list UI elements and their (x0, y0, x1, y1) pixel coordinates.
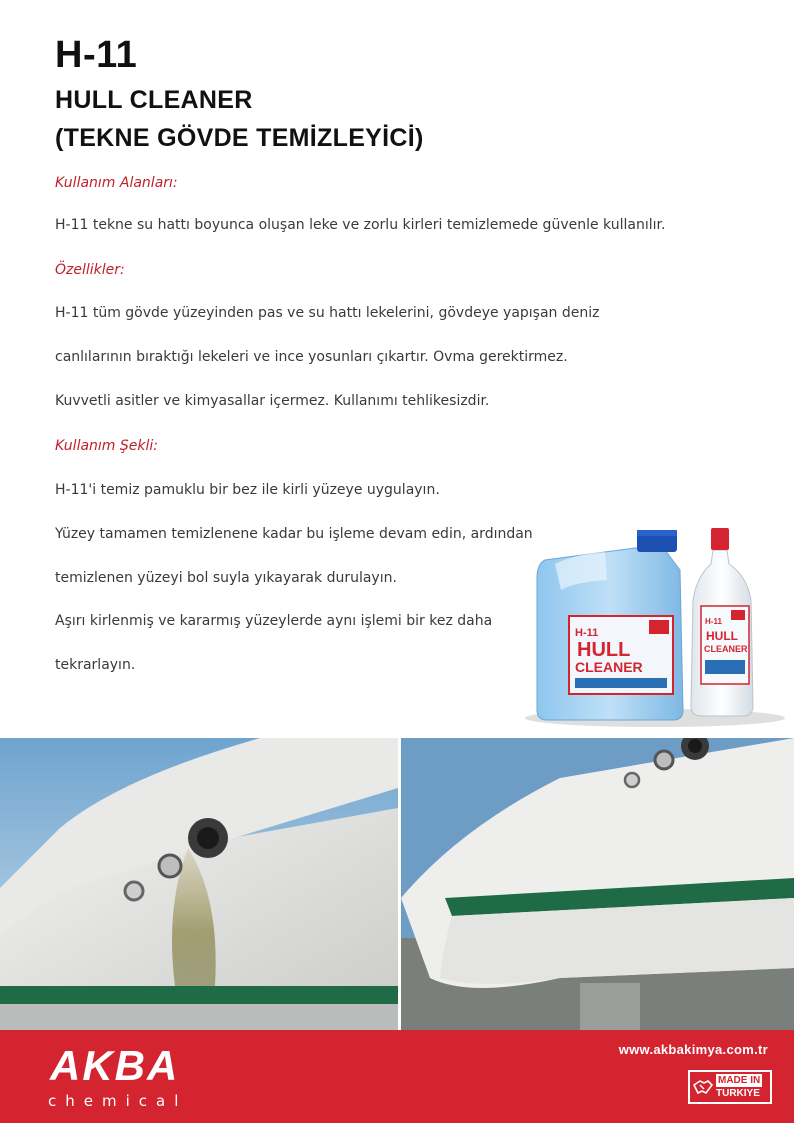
bottle-label-cleaner: CLEANER (704, 644, 748, 654)
features-line: Kuvvetli asitler ve kimyasallar içermez. Kullanımı tehlikesizdir. (55, 393, 490, 409)
jug-label-cleaner: CLEANER (575, 659, 643, 675)
usage-method-line: temizlenen yüzeyi bol suyla yıkayarak durulayın. (55, 570, 397, 586)
product-code-title: H-11 (55, 34, 138, 76)
usage-areas-heading: Kullanım Alanları: (55, 175, 178, 191)
usage-method-line: Yüzey tamamen temizlenene kadar bu işleme devam edin, ardından (55, 526, 533, 542)
before-after-photos (0, 738, 794, 1030)
product-bottles-image (515, 520, 785, 730)
before-photo (0, 738, 398, 1030)
handshake-icon (690, 1072, 716, 1102)
badge-line-2: TURKIYE (716, 1087, 762, 1100)
jug-container (537, 530, 683, 720)
website-link[interactable]: www.akbakimya.com.tr (618, 1042, 768, 1057)
bottle-label-model: H-11 (705, 617, 722, 626)
after-photo (401, 738, 794, 1030)
usage-method-line: H-11'i temiz pamuklu bir bez ile kirli yüzeye uygulayın. (55, 482, 440, 498)
usage-areas-text: H-11 tekne su hattı boyunca oluşan leke ve zorlu kirleri temizlemede güvenle kullanılır. (55, 217, 666, 233)
usage-method-line: tekrarlayın. (55, 657, 136, 673)
company-logo-subtitle: chemical (48, 1092, 188, 1110)
features-line: H-11 tüm gövde yüzeyinden pas ve su hattı lekelerini, gövdeye yapışan deniz (55, 305, 600, 321)
usage-method-line: Aşırı kirlenmiş ve kararmış yüzeylerde aynı işlemi bir kez daha (55, 613, 493, 629)
jug-label-model: H-11 (575, 627, 599, 639)
usage-method-heading: Kullanım Şekli: (55, 438, 158, 454)
product-name-title: HULL CLEANER (55, 86, 253, 114)
jug-label-hull: HULL (577, 639, 631, 661)
features-line: canlılarının bıraktığı lekeleri ve ince yosunları çıkartır. Ovma gerektirmez. (55, 349, 568, 365)
badge-line-1: MADE IN (718, 1075, 761, 1086)
company-logo: AKBA (50, 1042, 180, 1089)
product-name-turkish: (TEKNE GÖVDE TEMİZLEYİCİ) (55, 124, 424, 152)
features-heading: Özellikler: (55, 262, 125, 278)
bottle-container (691, 528, 753, 716)
bottle-label-hull: HULL (706, 629, 738, 643)
made-in-turkiye-badge (688, 1070, 772, 1104)
